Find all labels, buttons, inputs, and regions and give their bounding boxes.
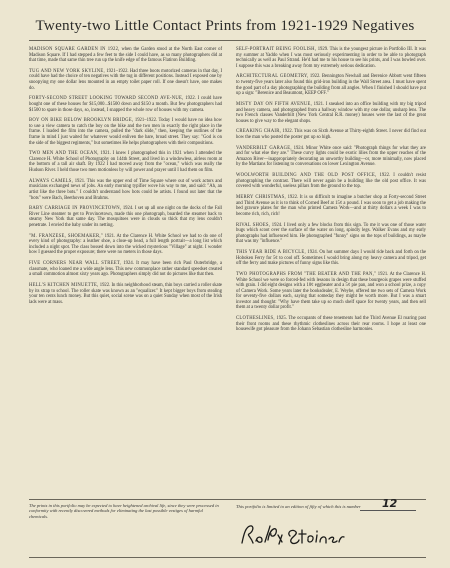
entry bbox=[29, 96, 222, 113]
page-title: Twenty-two Little Contact Prints from 1921-1929 Negatives bbox=[35, 17, 415, 34]
entry bbox=[236, 223, 426, 245]
entry-text: 1929. This is the youngest picture in Portfolio III. It was my summer at Yaddo when I was most seriously experimenting in order to be able to photograph technically as well as Paul Strand. He'd had me to his house to see his prints, and I was bowled over. I suppose this was a breaking away from my extremely serious dedication. bbox=[236, 47, 427, 69]
entry-title: FORTY-SECOND STREET LOOKING TOWARD SECOND AVE-NUE, bbox=[29, 96, 184, 102]
entry bbox=[29, 283, 222, 305]
entry bbox=[29, 151, 222, 173]
entry bbox=[236, 272, 426, 311]
entry-title: "M. FRANZESE, SHOEMAKER," bbox=[29, 233, 103, 239]
archival-note: The prints in this portfolio may be expected to have heightened archival life, since they were processed in conformity with recently discovered methods for eliminating the last possible vestiges of harmful chemicals. bbox=[29, 503, 219, 519]
entry-title: WOOLWORTH BUILDING AND THE OLD POST OFFICE, bbox=[236, 173, 377, 179]
entry-title: CLOTHESLINES, bbox=[236, 316, 275, 322]
entry-text: 1924. I lived only a few blocks from this sign. To me it was one of those water bugs which scoot over the surface of the water on long, spindly legs. Walker Evans and my early photographs had influenced him. He photographed "funny" signs on the tops of buildings, as maybe that was my "influence." bbox=[236, 222, 427, 245]
entry bbox=[236, 250, 426, 267]
entry-text: 1921–1922. Today I would have no idea how to use a view camera to catch the boy on the bike and the two men in exactly the right place in the frame. I loaded the film into the camera, pulled the "dark slide," then, keeping the outlines of the frame in mind I just waited for whatever would enliven the bare, broad street. They say: "God is on the side of the biggest regiments," but sometimes He helps photographers with their compositions. bbox=[29, 118, 223, 146]
entry bbox=[236, 195, 426, 217]
entry-title: THIS YEAR RIDE A BICYCLE, bbox=[236, 250, 306, 256]
colophon-rule bbox=[29, 499, 426, 500]
entry-text: 1922. I could have bought one of these houses for $15,000...$1500 down and $150 a month. But few photographers had $1500 to spare in those days, so, instead, I snapped the whole row of houses with my camera. bbox=[29, 96, 222, 113]
entry-title: SELF-PORTRAIT BEING FOOLISH, bbox=[236, 47, 317, 52]
entry-title: FIVE CORNERS NEAR WALL STREET, bbox=[29, 261, 122, 267]
entry bbox=[236, 316, 426, 333]
entry-text: 1921. I sneaked into an office building with my big tripod and heavy camera, and photographed from a hallway window with my one dollar, unsharp lens. The two French classes Vanderbilt (New York Central R.R. money) houses were the last of the great houses to give way to the elegant shops. bbox=[236, 101, 426, 124]
right-column bbox=[236, 47, 426, 338]
entry bbox=[29, 261, 222, 278]
entry bbox=[29, 69, 222, 91]
entry bbox=[29, 118, 222, 146]
entry-text: 1922. This was on Sixth Avenue at Thirty-eighth Street. I never did find out how the man who posted the poster got up so high. bbox=[236, 129, 427, 140]
entry-text: 1921. I knew I photographed this in 1921 when I attended the Clarence H. White School of Photography on 144th Street, and lived in a windowless, airless room at the bottom of a tall air shaft. By 1922 I had moved away from the "ocean," which was really the Hudson River. I held those two men motionless by will power and prayer until I had them on film. bbox=[29, 151, 222, 174]
entry bbox=[236, 74, 426, 96]
entry-title: HELL'S KITCHEN MINUETTE, bbox=[29, 283, 99, 289]
bottom-rule bbox=[29, 557, 426, 558]
entry-text: 1922. It is so difficult to imagine a butcher shop at Forty-second Street and Third Avenue as it is to think of Corned Beef at 15¢ a pound. I was soon to get a job making the bed gravure plates for the man who printed Camera Work—and at thirty dollars a week I was to become rich, rich, rich! bbox=[236, 195, 427, 217]
entry-title: BABY CARRIAGE IN PROVINCETOWN, bbox=[29, 206, 122, 212]
entry-text: 1924. On hot summer days I would ride back and forth on the Hoboken Ferry for 5¢ to cool off. Sometimes I would bring along my heavy camera and tripod, get off the ferry and make pictures of funny signs like this. bbox=[236, 250, 427, 267]
edition-note: This portfolio is limited to an edition of fifty of which this is number bbox=[236, 504, 361, 509]
edition-number: 12 bbox=[382, 497, 398, 510]
entry-text: 1921–1922. Had three boots motorized cameras in that day, I could have had the choice of ten negatives with the tug in different positions. Instead I exposed one by snoopying my one dollar lens mounted in an empty toilet paper roll. If one doesn't have, one makes do. bbox=[29, 68, 223, 91]
edition-number-line bbox=[360, 510, 416, 511]
entry bbox=[236, 47, 426, 69]
entry-text: 1921. At the Clarence H. White School we were so forced-fed with lessons in design that these bourgeois grapes were stuffed with grain. I did eight designs with a 10¢ eggbeater and a 5¢ pie pan, and won a school prize, a copy of Camera Work. Some years later the booksdealer, E. Weyhe, offered me two sets of Camera Work for seventy-five dollars each, saying that someday they might be worth more. But I was a smart investor and thought: "Why have them take up so much shelf space for twenty years, and then sell them at a twenty dollar profit." bbox=[236, 272, 427, 311]
entry bbox=[236, 129, 426, 140]
title-rule bbox=[29, 40, 426, 41]
entry bbox=[29, 234, 222, 256]
entry-text: 1921. At the Clarence H. White School we had to do one of every kind of photography: a leather shoe, a close-up head, a full length portrait—a long list which included a night spot. The class bossed down into the wicked mysterious "Village" at night. I wonder how I guessed the proper exposure; there were no meters in those days. bbox=[29, 233, 223, 256]
entry-title: MADISON SQUARE GARDEN IN 1922, bbox=[29, 47, 120, 52]
signature bbox=[238, 521, 348, 549]
entry-text: when the Garden stood at the North East corner of Madison Square. If I had stepped a few feet to the side I could have, as so many photographers did at that time, made that same thin tree run up the knife edge of the famous Flatiron Building. bbox=[29, 47, 223, 64]
entry bbox=[29, 179, 222, 201]
entry bbox=[236, 102, 426, 124]
entry-text: 1922. In this neighborhood steam, thin boys carried a roller skate by its strap to school. The roller skate was known as an "equalizer." It kept bigger boys from stealing your ten cents lunch money. But this quiet, social scene was on a quiet Sunday when most of the Irish lads were at mass. bbox=[29, 283, 223, 305]
entry-title: TWO MEN AND THE OCEAN, bbox=[29, 151, 99, 157]
entry-text: 1922. Bennington Newhall and Berenice Abbott went fifteen to twenty-five years later also found this grid-iron building in the Wall Street area. I must have spent the good part of a day photographing the building from all angles. When I finished I should have put up a sign: "Berenice and Beaumont, KEEP OFF." bbox=[236, 74, 426, 97]
entry-title: TWO PHOTOGRAPHS FROM "THE BEATER AND THE PAN," bbox=[236, 272, 377, 278]
left-column bbox=[29, 47, 222, 311]
entry-title: MISTY DAY ON FIFTH AVENUE, bbox=[236, 101, 313, 107]
entry-title: TUG AND NEW YORK SKYLINE, bbox=[29, 68, 105, 74]
entry-text: 1924. Minor White once said: "Photograph things for what they are and for what else they are." These curvy lights could be exotic lilies from the upper reaches of the Amazon River—inappropriately decorating an unworthy building—or, more minimally, now placed by the Martians for listening to conversations on lower Lexington Avenue. bbox=[236, 145, 427, 168]
entry-title: MERRY CHRISTMAS, bbox=[236, 195, 286, 201]
entry bbox=[29, 47, 222, 64]
entry-text: 1922. I couldn't resist photographing the contrast. There will never again be a building like the old post office. It was covered with wonderful, useless pillars from the ground to the top. bbox=[236, 173, 426, 190]
entry-title: BOY ON BIKE BELOW BROOKLYN BRIDGE, bbox=[29, 118, 134, 124]
entry-text: 1924. It may have been rich Paul Outerbridge, a classmate, who loaned me a wide angle lens. This new commonplace rather standard speedset created a small commotion almost sixty years ago. Photographers simply did not do pictures like that then. bbox=[29, 261, 222, 278]
entry bbox=[236, 146, 426, 168]
entry-title: VANDERBILT GARAGE, bbox=[236, 145, 292, 151]
entry bbox=[236, 173, 426, 190]
entry-text: 1925. The occupants of these tenements had the Third Avenue El roaring past their front rooms and these rhythmic clotheslines across their rear rooms. I hope at least one housewife got pleasure from the Johann Sebastian clothesline harmonies. bbox=[236, 316, 426, 333]
entry bbox=[29, 206, 222, 228]
entry-title: RIVAL SHOES, bbox=[236, 222, 271, 228]
entry-title: ALWAYS CAMELS, bbox=[29, 178, 74, 184]
entry-title: ARCHITECTURAL GEOMETRY, bbox=[236, 74, 309, 80]
entry-text: 1921. This was the upper end of Time Square where out of work actors and musicians exchanged news of jobs. An early morning typifier wove his way to me, and said: "Ah, an artist like the three bots." I couldn't understand how bots could be artists. I found out later that the "bots" were Bach, Beethoven and Brahms. bbox=[29, 178, 223, 201]
entry-title: CREAKING CHAIR, bbox=[236, 129, 282, 135]
entry-text: 1924. I set up all one night on the docks of the Fall River Line steamer to get to Provincetown, made this one photograph, boarded the steamer back to steamy New York that same day. The mosquitoes were in clouds so thick that my lens couldn't penetrate. I envied the baby under its netting. bbox=[29, 206, 223, 228]
